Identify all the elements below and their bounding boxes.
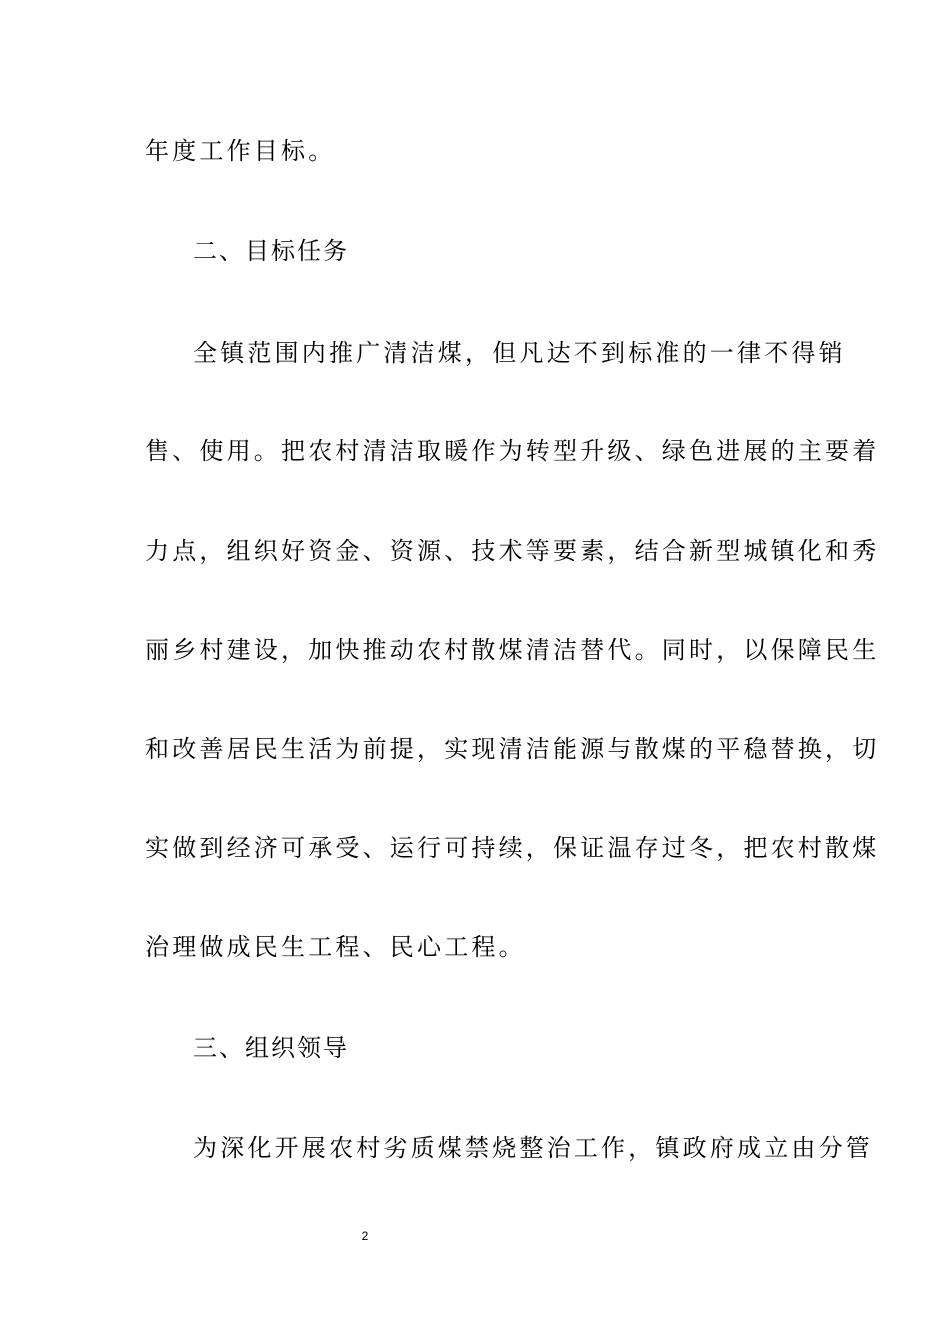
paragraph-line: 年度工作目标。 [145, 137, 336, 165]
paragraph-line: 为深化开展农村劣质煤禁烧整治工作，镇政府成立由分管 [193, 1134, 873, 1162]
section-heading-leadership: 三、组织领导 [193, 1034, 349, 1062]
paragraph-line: 丽乡村建设，加快推动农村散煤清洁替代。同时，以保障民生 [145, 636, 880, 664]
paragraph-line: 治理做成民生工程、民心工程。 [145, 933, 526, 961]
paragraph-line: 售、使用。把农村清洁取暖作为转型升级、绿色进展的主要着 [145, 437, 880, 465]
page-number: 2 [361, 1229, 369, 1243]
section-heading-goals: 二、目标任务 [193, 237, 349, 265]
paragraph-line: 全镇范围内推广清洁煤，但凡达不到标准的一律不得销 [193, 339, 846, 367]
paragraph-line: 力点，组织好资金、资源、技术等要素，结合新型城镇化和秀 [145, 537, 880, 565]
paragraph-line: 和改善居民生活为前提，实现清洁能源与散煤的平稳替换，切 [145, 735, 880, 763]
paragraph-line: 实做到经济可承受、运行可持续，保证温存过冬，把农村散煤 [145, 834, 880, 862]
